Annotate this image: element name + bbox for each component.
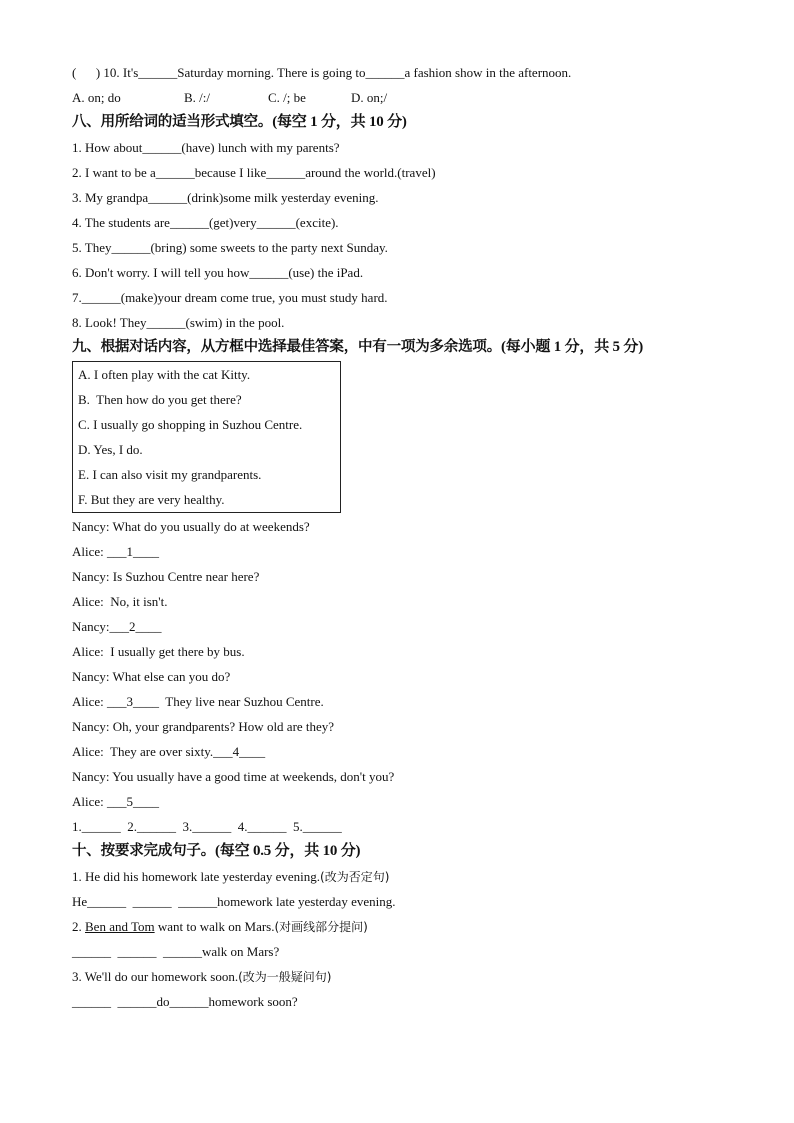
dialogue-line: Alice: No, it isn't. (72, 594, 168, 609)
section-10-heading (72, 839, 732, 864)
section-8-item: 7.______(make)your dream come true, you must study hard. (72, 290, 388, 305)
choice-d: D. Yes, I do. (78, 442, 143, 457)
choice-b: B. Then how do you get there? (78, 392, 242, 407)
dialogue-line: Alice: I usually get there by bus. (72, 644, 245, 659)
q2-instruction: (对画线部分提问) (274, 920, 368, 934)
section-8-item: 4. The students are______(get)very______(excite). (72, 215, 339, 230)
option-a: A. on; do (72, 90, 121, 105)
section-10-points: (每空 0.5 分，共 10 分) (215, 843, 361, 859)
section-8-item: 1. How about______(have) lunch with my parents? (72, 140, 340, 155)
section-8-item: 5. They______(bring) some sweets to the party next Sunday. (72, 240, 388, 255)
q1-instruction: (改为否定句) (320, 870, 390, 884)
answer-choices-box (72, 361, 341, 513)
section-9-heading (72, 335, 732, 360)
choice-e: E. I can also visit my grandparents. (78, 467, 262, 482)
q1-prompt: 1. He did his homework late yesterday evening. (72, 869, 321, 884)
section-10-q3 (72, 964, 732, 989)
option-b: B. /:/ (184, 90, 211, 105)
q2-underlined-part: Ben and Tom (85, 919, 155, 934)
q3-instruction: (改为一般疑问句) (238, 970, 332, 984)
dialogue-line: Alice: They are over sixty.___4____ (72, 744, 266, 759)
section-8-item: 6. Don't worry. I will tell you how______(use) the iPad. (72, 265, 364, 280)
option-c: C. /; be (268, 90, 306, 105)
dialogue-line: Nancy: Oh, your grandparents? How old are they? (72, 719, 335, 734)
dialogue-line: Nancy: Is Suzhou Centre near here? (72, 569, 260, 584)
option-d: D. on;/ (351, 90, 388, 105)
question-10-stem: ( ) 10. It's______Saturday morning. There is going to______a fashion show in the afternoon. (72, 65, 572, 80)
section-10-title: 十、按要求完成句子。 (72, 843, 215, 859)
q2-number: 2. (72, 919, 85, 934)
section-10-q1-answer: He______ ______ ______homework late yesterday evening. (72, 894, 396, 909)
dialogue-line: Nancy:___2____ (72, 619, 162, 634)
section-10-q3-answer: ______ ______do______homework soon? (72, 994, 298, 1009)
dialogue-line: Nancy: You usually have a good time at weekends, don't you? (72, 769, 395, 784)
dialogue-line: Nancy: What do you usually do at weekends? (72, 519, 310, 534)
q3-prompt: 3. We'll do our homework soon. (72, 969, 239, 984)
section-8-item: 8. Look! They______(swim) in the pool. (72, 315, 285, 330)
question-10-options (72, 85, 732, 110)
section-8-points: (每空 1 分，共 10 分) (272, 114, 407, 130)
section-9-answer-blanks: 1.______ 2.______ 3.______ 4.______ 5.______ (72, 819, 342, 834)
dialogue-line: Alice: ___5____ (72, 794, 160, 809)
section-8-heading (72, 110, 732, 135)
section-10-q1 (72, 864, 732, 889)
dialogue-line: Alice: ___3____ They live near Suzhou Centre. (72, 694, 324, 709)
section-9-title: 九、根据对话内容，从方框中选择最佳答案，中有一项为多余选项。 (72, 339, 501, 355)
section-8-item: 2. I want to be a______because I like______around the world.(travel) (72, 165, 436, 180)
choice-c: C. I usually go shopping in Suzhou Centre. (78, 417, 303, 432)
choice-f: F. But they are very healthy. (78, 492, 225, 507)
choice-a: A. I often play with the cat Kitty. (78, 367, 251, 382)
section-10-q2-answer: ______ ______ ______walk on Mars? (72, 944, 280, 959)
dialogue-line: Nancy: What else can you do? (72, 669, 231, 684)
worksheet-page (72, 60, 732, 1014)
section-9-points: (每小题 1 分，共 5 分) (501, 339, 643, 355)
section-8-item: 3. My grandpa______(drink)some milk yesterday evening. (72, 190, 379, 205)
section-8-title: 八、用所给词的适当形式填空。 (72, 114, 273, 130)
section-10-q2 (72, 914, 732, 939)
q2-prompt-rest: want to walk on Mars. (154, 919, 275, 934)
dialogue-line: Alice: ___1____ (72, 544, 160, 559)
